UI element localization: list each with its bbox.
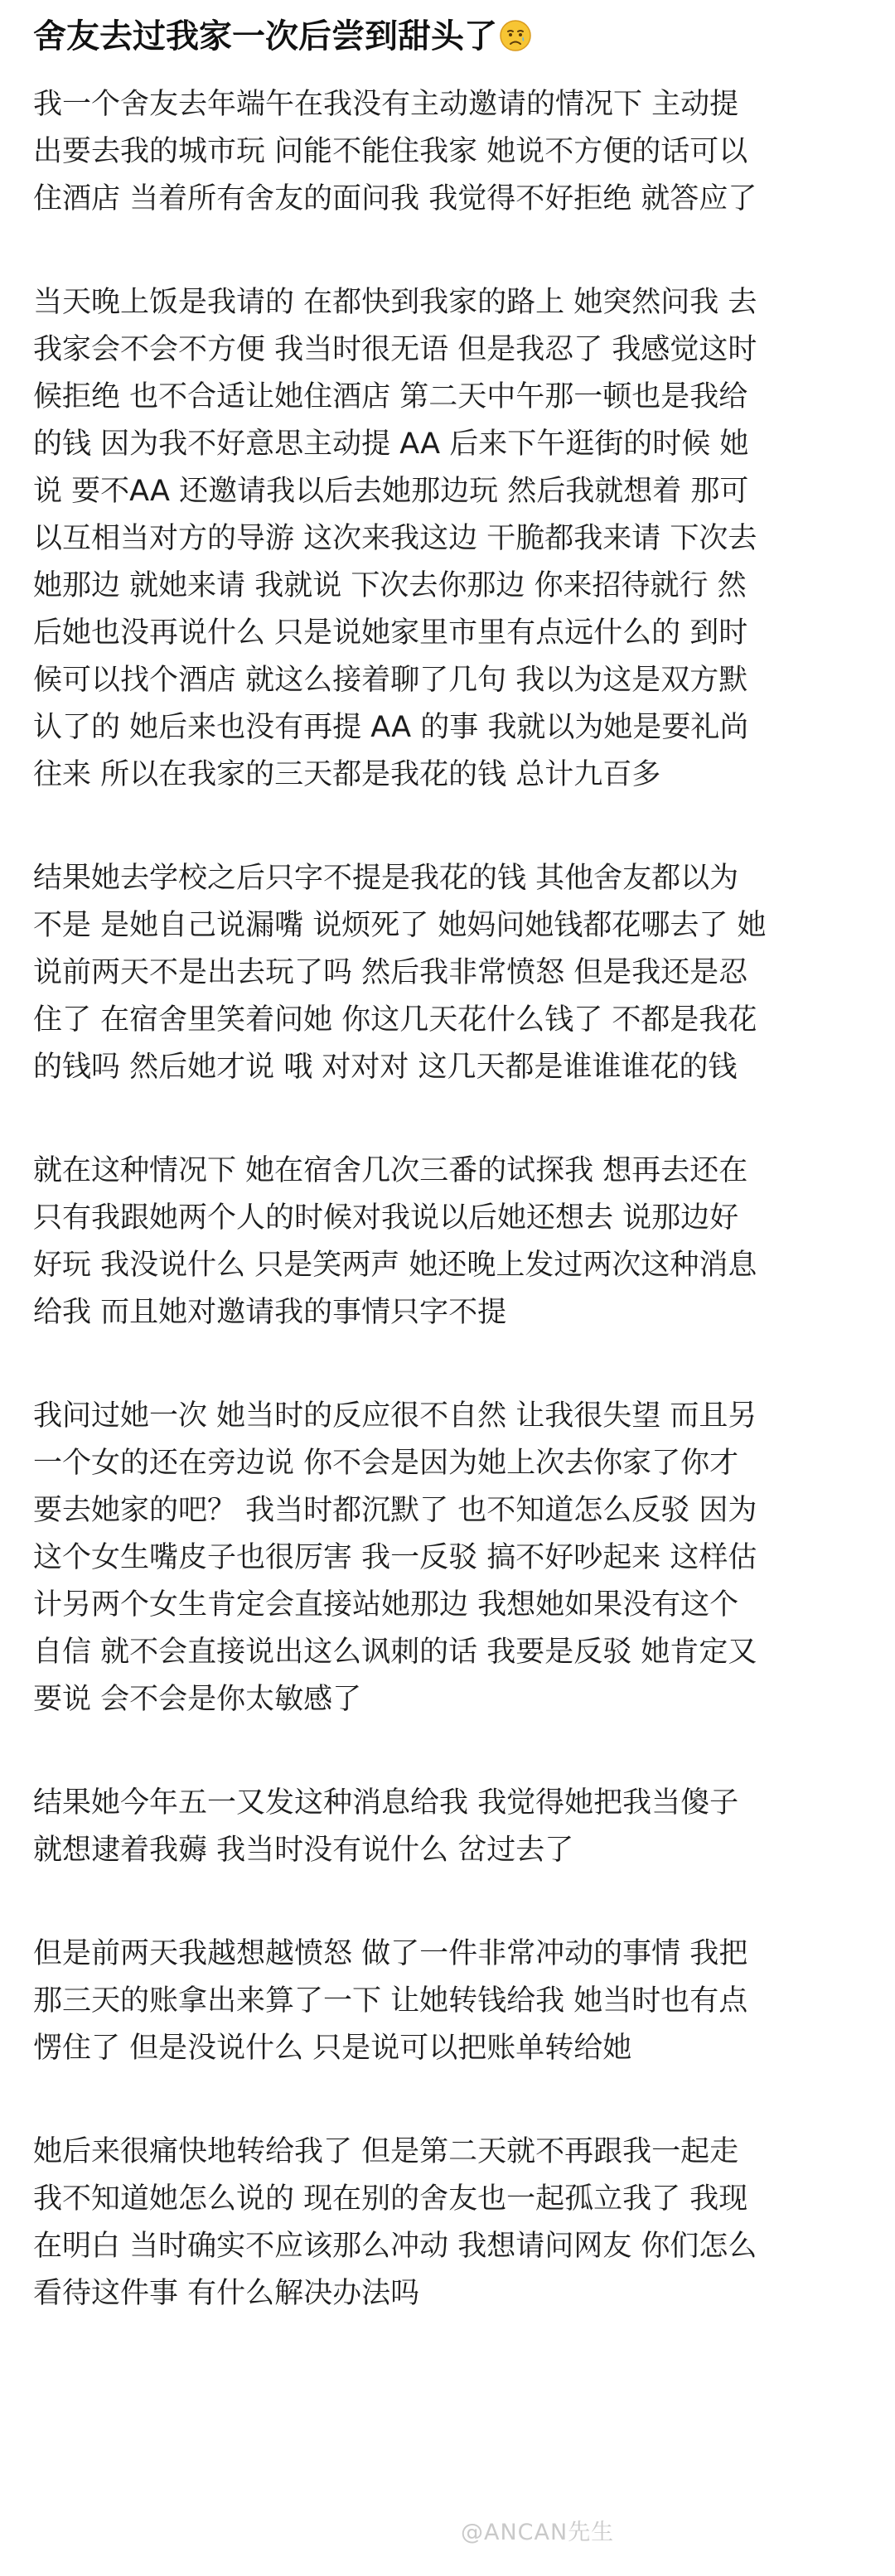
paragraph-line: 就在这种情况下 她在宿舍几次三番的试探我 想再去还在 bbox=[33, 1154, 748, 1187]
paragraph-line: 给我 而且她对邀请我的事情只字不提 bbox=[33, 1296, 507, 1329]
paragraph-line: 当天晚上饭是我请的 在都快到我家的路上 她突然问我 去 bbox=[33, 286, 757, 319]
paragraph-line: 自信 就不会直接说出这么讽刺的话 我要是反驳 她肯定又 bbox=[33, 1636, 757, 1669]
post-title-text: 舍友去过我家一次后尝到甜头了 bbox=[33, 17, 497, 56]
paragraph-line: 她那边 就她来请 我就说 下次去你那边 你来招待就行 然 bbox=[33, 569, 747, 602]
paragraph-line: 不是 是她自己说漏嘴 说烦死了 她妈问她钱都花哪去了 她 bbox=[33, 909, 767, 942]
paragraph-line: 候可以找个酒店 就这么接着聊了几句 我以为这是双方默 bbox=[33, 664, 748, 697]
paragraph-line: 好玩 我没说什么 只是笑两声 她还晚上发过两次这种消息 bbox=[33, 1249, 757, 1282]
paragraph-line: 这个女生嘴皮子也很厉害 我一反驳 搞不好吵起来 这样估 bbox=[33, 1541, 757, 1574]
paragraph bbox=[33, 1780, 862, 1874]
paragraph-line: 她后来很痛快地转给我了 但是第二天就不再跟我一起走 bbox=[33, 2135, 739, 2168]
paragraph bbox=[33, 1148, 862, 1336]
post-title bbox=[33, 13, 862, 60]
paragraph-line: 看待这件事 有什么解决办法吗 bbox=[33, 2277, 420, 2310]
paragraph bbox=[33, 855, 862, 1091]
paragraph-line: 但是前两天我越想越愤怒 做了一件非常冲动的事情 我把 bbox=[33, 1937, 748, 1970]
paragraph-line: 结果她去学校之后只字不提是我花的钱 其他舍友都以为 bbox=[33, 862, 739, 895]
paragraph bbox=[33, 279, 862, 799]
paragraph-line: 在明白 当时确实不应该那么冲动 我想请问网友 你们怎么 bbox=[33, 2230, 757, 2263]
post-body bbox=[33, 81, 862, 2317]
paragraph-line: 住了 在宿舍里笑着问她 你这几天花什么钱了 不都是我花 bbox=[33, 1003, 757, 1037]
paragraph bbox=[33, 1393, 862, 1723]
paragraph-line: 结果她今年五一又发这种消息给我 我觉得她把我当傻子 bbox=[33, 1786, 739, 1820]
watermark: @ANCAN先生 bbox=[461, 2520, 615, 2545]
paragraph-line: 计另两个女生肯定会直接站她那边 我想她如果没有这个 bbox=[33, 1588, 739, 1621]
paragraph bbox=[33, 2129, 862, 2317]
paragraph-line: 认了的 她后来也没有再提 AA 的事 我就以为她是要礼尚 bbox=[33, 711, 749, 744]
paragraph-line: 的钱吗 然后她才说 哦 对对对 这几天都是谁谁谁花的钱 bbox=[33, 1051, 738, 1084]
paragraph-line: 只有我跟她两个人的时候对我说以后她还想去 说那边好 bbox=[33, 1201, 739, 1235]
paragraph-line: 说前两天不是出去玩了吗 然后我非常愤怒 但是我还是忍 bbox=[33, 956, 748, 989]
paragraph-line: 的钱 因为我不好意思主动提 AA 后来下午逛街的时候 她 bbox=[33, 428, 749, 461]
paragraph-line: 就想逮着我薅 我当时没有说什么 岔过去了 bbox=[33, 1834, 574, 1867]
paragraph-line: 我家会不会不方便 我当时很无语 但是我忍了 我感觉这时 bbox=[33, 333, 757, 366]
paragraph-line: 我问过她一次 她当时的反应很不自然 让我很失望 而且另 bbox=[33, 1399, 757, 1433]
paragraph-line: 后她也没再说什么 只是说她家里市里有点远什么的 到时 bbox=[33, 616, 748, 650]
paragraph-line: 一个女的还在旁边说 你不会是因为她上次去你家了你才 bbox=[33, 1447, 739, 1480]
paragraph-line: 说 要不AA 还邀请我以后去她那边玩 然后我就想着 那可 bbox=[33, 475, 749, 508]
paragraph-line: 以互相当对方的导游 这次来我这边 干脆都我来请 下次去 bbox=[33, 522, 757, 555]
paragraph-line: 要去她家的吧？ 我当时都沉默了 也不知道怎么反驳 因为 bbox=[33, 1494, 757, 1527]
paragraph-line: 候拒绝 也不合适让她住酒店 第二天中午那一顿也是我给 bbox=[33, 380, 748, 413]
paragraph-line: 愣住了 但是没说什么 只是说可以把账单转给她 bbox=[33, 2032, 632, 2065]
paragraph bbox=[33, 1931, 862, 2072]
paragraph-line: 住酒店 当着所有舍友的面问我 我觉得不好拒绝 就答应了 bbox=[33, 182, 757, 215]
crying-face-icon bbox=[499, 19, 532, 52]
paragraph-line: 我不知道她怎么说的 现在别的舍友也一起孤立我了 我现 bbox=[33, 2182, 748, 2216]
paragraph-line: 要说 会不会是你太敏感了 bbox=[33, 1683, 362, 1716]
paragraph-line: 那三天的账拿出来算了一下 让她转钱给我 她当时也有点 bbox=[33, 1984, 748, 2018]
paragraph-line: 往来 所以在我家的三天都是我花的钱 总计九百多 bbox=[33, 758, 661, 791]
paragraph bbox=[33, 81, 862, 223]
paragraph-line: 我一个舍友去年端午在我没有主动邀请的情况下 主动提 bbox=[33, 88, 739, 121]
paragraph-line: 出要去我的城市玩 问能不能住我家 她说不方便的话可以 bbox=[33, 135, 748, 168]
